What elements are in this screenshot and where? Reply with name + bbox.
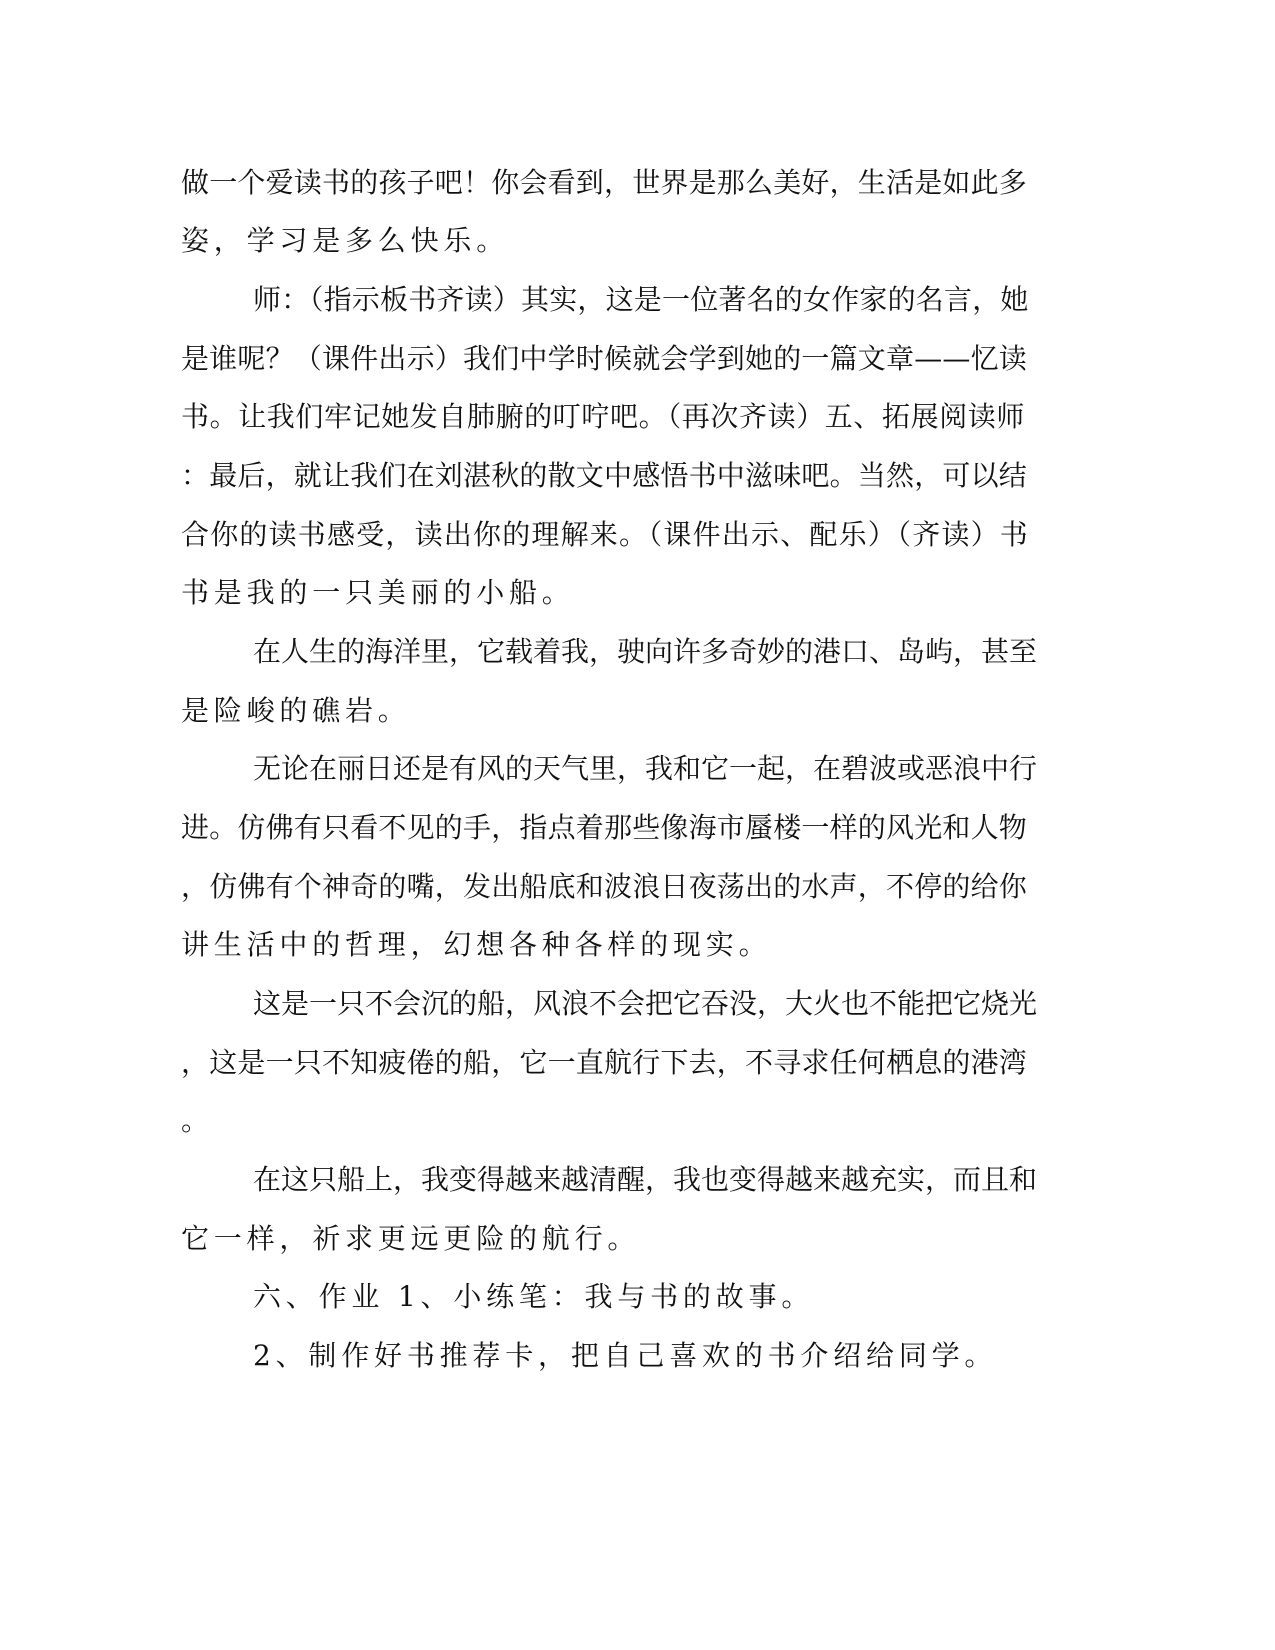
line-text: 在人生的海洋里，它载着我，驶向许多奇妙的港口、岛屿，甚至 — [253, 635, 1038, 668]
text-line — [0, 342, 1275, 402]
text-line — [0, 1339, 1275, 1399]
line-text: 。 — [181, 1104, 214, 1137]
text-line — [0, 811, 1275, 871]
text-line — [0, 1222, 1275, 1282]
line-text: 书。让我们牢记她发自肺腑的叮咛吧。（再次齐读）五、拓展阅读师 — [181, 400, 1026, 433]
line-text: 无论在丽日还是有风的天气里，我和它一起，在碧波或恶浪中行 — [253, 752, 1038, 785]
line-text: 六、作业 1、小练笔：我与书的故事。 — [253, 1280, 815, 1313]
line-text: 这是一只不会沉的船，风浪不会把它吞没，大火也不能把它烧光 — [253, 987, 1038, 1020]
text-line — [0, 1104, 1275, 1164]
line-text: 做一个爱读书的孩子吧！你会看到，世界是那么美好，生活是如此多 — [181, 166, 1028, 199]
text-line — [0, 635, 1275, 695]
text-line — [0, 928, 1275, 988]
text-line — [0, 459, 1275, 519]
text-line — [0, 1280, 1275, 1340]
line-text: 讲生活中的哲理，幻想各种各样的现实。 — [181, 928, 772, 961]
line-text: 是谁呢？（课件出示）我们中学时候就会学到她的一篇文章——忆读 — [181, 342, 1028, 375]
text-line — [0, 752, 1275, 812]
text-line — [0, 870, 1275, 930]
line-text: 是险峻的礁岩。 — [181, 694, 411, 727]
line-text: 合你的读书感受，读出你的理解来。（课件出示、配乐）（齐读）书 — [181, 518, 1030, 551]
line-text: ，这是一只不知疲倦的船，它一直航行下去，不寻求任何栖息的港湾 — [181, 1046, 1028, 1079]
text-line — [0, 694, 1275, 754]
line-text: 它一样，祈求更远更险的航行。 — [181, 1222, 641, 1255]
line-text: ，仿佛有个神奇的嘴，发出船底和波浪日夜荡出的水声，不停的给你 — [181, 870, 1028, 903]
text-line — [0, 1046, 1275, 1106]
text-line — [0, 283, 1275, 343]
line-text: 在这只船上，我变得越来越清醒，我也变得越来越充实，而且和 — [253, 1163, 1038, 1196]
text-line — [0, 400, 1275, 460]
line-text: 师：（指示板书齐读）其实，这是一位著名的女作家的名言，她 — [253, 283, 1029, 316]
text-line — [0, 576, 1275, 636]
line-text: 书是我的一只美丽的小船。 — [181, 576, 575, 609]
text-line — [0, 224, 1275, 284]
line-text: 姿，学习是多么快乐。 — [181, 224, 510, 257]
text-line — [0, 518, 1275, 578]
line-text: 2、制作好书推荐卡，把自己喜欢的书介绍给同学。 — [253, 1339, 998, 1372]
text-line — [0, 166, 1275, 226]
line-text: 进。仿佛有只看不见的手，指点着那些像海市蜃楼一样的风光和人物 — [181, 811, 1028, 844]
line-text: ：最后，就让我们在刘湛秋的散文中感悟书中滋味吧。当然，可以结 — [181, 459, 1028, 492]
text-line — [0, 987, 1275, 1047]
text-line — [0, 1163, 1275, 1223]
